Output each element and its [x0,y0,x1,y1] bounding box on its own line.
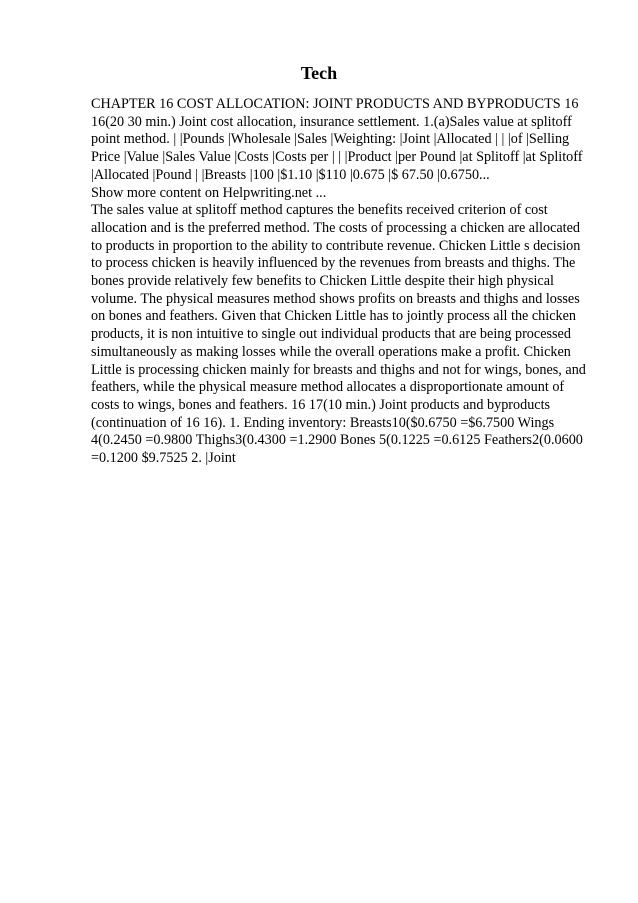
document-title: Tech [300,63,338,83]
document-body [91,96,591,468]
paragraph-chapter-intro: CHAPTER 16 COST ALLOCATION: JOINT PRODUCTS AND BYPRODUCTS 16 16(20 30 min.) Joint cost allocation, insurance settlement. 1.(a)Sales value at splitoff point method. | |Pounds |Wholesale |Sales |Weighting: |Joint |Allocated | | |of |Selling Price |Value |Sales Value |Costs |Costs per | | |Product |per Pound |at Splitoff |at Splitoff |Allocated |Pound | |Breasts |100 |$1.10 |$110 |0.675 |$ 67.50 |0.6750... [91,96,583,183]
show-more-line: Show more content on Helpwriting.net ... [91,184,327,201]
paragraph-analysis: The sales value at splitoff method captures the benefits received criterion of cost allocation and is the preferred method. The costs of processing a chicken are allocated to products in proportion to the ability to contribute revenue. Chicken Little s decision to process chicken is heavily influenced by the revenues from breasts and thighs. The bones provide relatively few benefits to Chicken Little despite their high physical volume. The physical measures method shows profits on breasts and thighs and losses on bones and feathers. Given that Chicken Little has to jointly process all the chicken products, it is non intuitive to single out individual products that are being processed simultaneously as making losses while the overall operations make a profit. Chicken Little is processing chicken mainly for breasts and thighs and not for wings, bones, and feathers, while the physical measure method allocates a disproportionate amount of costs to wings, bones and feathers. 16 17(10 min.) Joint products and byproducts (continuation of 16 16). 1. Ending inventory: Breasts10($0.6750 =$6.7500 Wings 4(0.2450 =0.9800 Thighs3(0.4300 =1.2900 Bones 5(0.1225 =0.6125 Feathers2(0.0600 =0.1200 $9.7525 2. |Joint [91,202,586,467]
